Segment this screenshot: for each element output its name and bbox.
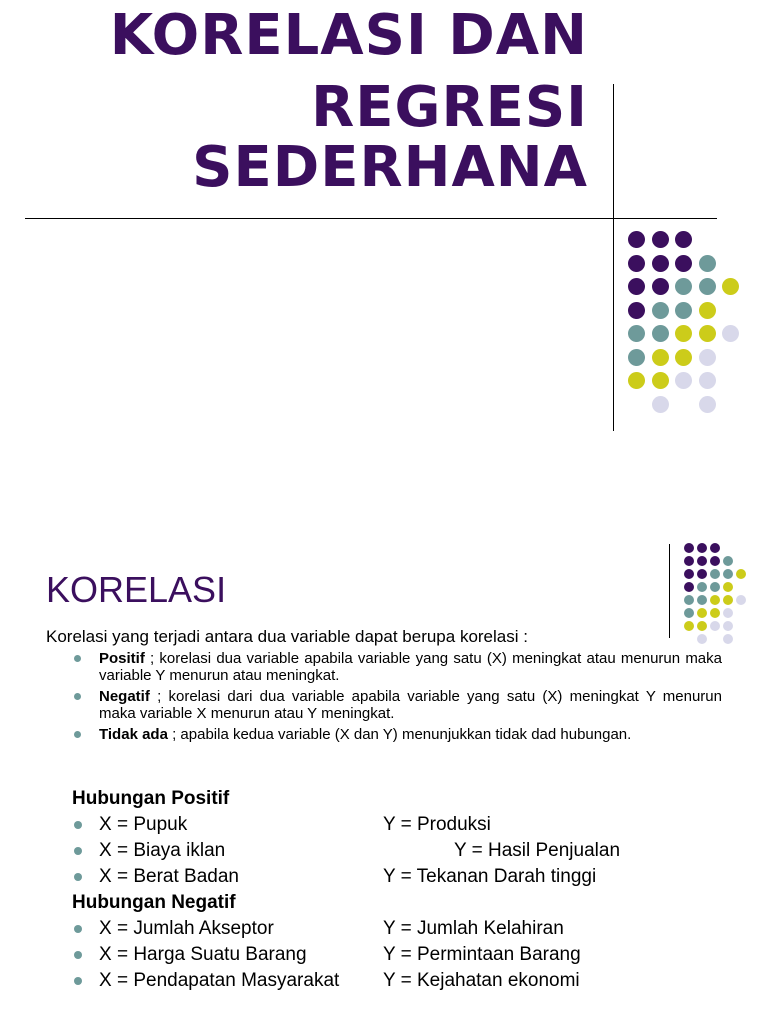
bullet-dot [74, 925, 82, 933]
pair-row [72, 969, 752, 993]
decorative-dot-yellow [652, 349, 669, 366]
subheading-hubungan-negatif: Hubungan Negatif [72, 892, 236, 913]
decorative-dot-teal [697, 582, 707, 592]
pair-x: X = Berat Badan [99, 866, 239, 887]
decorative-dot-purple [697, 569, 707, 579]
definition-term: Negatif [99, 688, 150, 705]
decorative-dot-teal [697, 595, 707, 605]
definition-tidak-ada [72, 726, 722, 743]
decorative-dot-lavender [723, 608, 733, 618]
decorative-dot-yellow [710, 608, 720, 618]
decorative-dot-teal [684, 595, 694, 605]
decorative-dot-yellow [684, 621, 694, 631]
decorative-dot-yellow [675, 349, 692, 366]
pair-row [72, 813, 752, 837]
decorative-dot-yellow [722, 278, 739, 295]
decorative-dot-teal [699, 255, 716, 272]
decorative-dot-teal [710, 582, 720, 592]
decorative-dot-lavender [723, 621, 733, 631]
decorative-dot-purple [675, 255, 692, 272]
decorative-dot-purple [684, 556, 694, 566]
decorative-dot-teal [710, 569, 720, 579]
bullet-dot [74, 951, 82, 959]
pair-x: X = Harga Suatu Barang [99, 944, 307, 965]
decorative-dot-yellow [675, 325, 692, 342]
bullet-dot [74, 731, 81, 738]
pair-y: Y = Jumlah Kelahiran [383, 918, 564, 939]
title-divider-vertical [613, 84, 614, 431]
bullet-dot [74, 821, 82, 829]
decorative-dot-lavender [699, 372, 716, 389]
definition-term: Positif [99, 650, 145, 667]
decorative-dot-purple [684, 582, 694, 592]
pair-y: Y = Produksi [383, 814, 491, 835]
definition-text: ; apabila kedua variable (X dan Y) menunjukkan tidak dad hubungan. [167, 726, 632, 743]
pair-y: Y = Tekanan Darah tinggi [383, 866, 597, 887]
decorative-dot-teal [699, 278, 716, 295]
decorative-dot-teal [652, 325, 669, 342]
definition-negatif [72, 688, 722, 722]
decorative-dot-yellow [697, 608, 707, 618]
pair-y: Y = Hasil Penjualan [454, 840, 621, 861]
decorative-dot-teal [675, 302, 692, 319]
subheading-hubungan-positif: Hubungan Positif [72, 788, 230, 809]
decorative-dot-purple [697, 543, 707, 553]
pair-x: X = Biaya iklan [99, 840, 226, 861]
decorative-dot-purple [628, 302, 645, 319]
decorative-dot-teal [628, 325, 645, 342]
decorative-dot-lavender [710, 621, 720, 631]
bullet-dot [74, 873, 82, 881]
decorative-dot-purple [684, 543, 694, 553]
decorative-dot-purple [628, 231, 645, 248]
decorative-dot-lavender [699, 396, 716, 413]
decorative-dot-purple [628, 278, 645, 295]
correlation-definitions [72, 650, 722, 747]
bullet-dot [74, 655, 81, 662]
title-line-1: KORELASI DAN [109, 3, 588, 68]
decorative-dot-teal [652, 302, 669, 319]
decorative-dot-purple [628, 255, 645, 272]
decorative-dot-teal [684, 608, 694, 618]
pair-row [72, 839, 752, 863]
bullet-dot [74, 847, 82, 855]
decorative-dot-purple [652, 255, 669, 272]
decorative-dot-yellow [697, 621, 707, 631]
decorative-dot-lavender [736, 595, 746, 605]
decorative-dot-lavender [722, 325, 739, 342]
decorative-dot-purple [684, 569, 694, 579]
decorative-dot-lavender [652, 396, 669, 413]
intro-text: Korelasi yang terjadi antara dua variable dapat berupa korelasi : [46, 627, 528, 646]
decorative-dot-yellow [699, 325, 716, 342]
definition-text: ; korelasi dari dua variable apabila variable yang satu (X) meningkat Y menurun maka variable X menurun atau Y meningkat. [99, 688, 722, 722]
decorative-dot-purple [652, 278, 669, 295]
bullet-dot [74, 977, 82, 985]
decorative-dot-yellow [652, 372, 669, 389]
title-line-3: SEDERHANA [192, 135, 588, 200]
decorative-dot-yellow [628, 372, 645, 389]
decorative-dot-yellow [699, 302, 716, 319]
decorative-dot-teal [628, 349, 645, 366]
pair-row [72, 917, 752, 941]
pair-x: X = Pupuk [99, 814, 188, 835]
pair-y: Y = Permintaan Barang [383, 944, 581, 965]
section-heading-korelasi: KORELASI [46, 569, 227, 610]
bullet-dot [74, 693, 81, 700]
definition-term: Tidak ada [99, 726, 168, 743]
decorative-dot-yellow [710, 595, 720, 605]
definition-text: ; korelasi dua variable apabila variable yang satu (X) meningkat atau menurun maka variable Y menurun atau meningkat. [99, 650, 722, 684]
decorative-dot-teal [675, 278, 692, 295]
pair-row [72, 943, 752, 967]
pair-x: X = Jumlah Akseptor [99, 918, 274, 939]
decorative-dot-lavender [675, 372, 692, 389]
decorative-dot-teal [723, 569, 733, 579]
decorative-dot-lavender [697, 634, 707, 644]
decorative-dot-yellow [723, 595, 733, 605]
decorative-dot-purple [710, 543, 720, 553]
decorative-dot-teal [723, 556, 733, 566]
title-line-2: REGRESI [311, 75, 588, 140]
decorative-dot-purple [675, 231, 692, 248]
pair-x: X = Pendapatan Masyarakat [99, 970, 340, 991]
slide2-divider-vertical [669, 544, 670, 638]
decorative-dot-purple [652, 231, 669, 248]
decorative-dot-lavender [699, 349, 716, 366]
definition-positif [72, 650, 722, 684]
decorative-dot-lavender [723, 634, 733, 644]
pair-y: Y = Kejahatan ekonomi [383, 970, 580, 991]
pair-row [72, 865, 752, 889]
decorative-dot-yellow [736, 569, 746, 579]
decorative-dot-purple [710, 556, 720, 566]
decorative-dot-purple [697, 556, 707, 566]
decorative-dot-yellow [723, 582, 733, 592]
